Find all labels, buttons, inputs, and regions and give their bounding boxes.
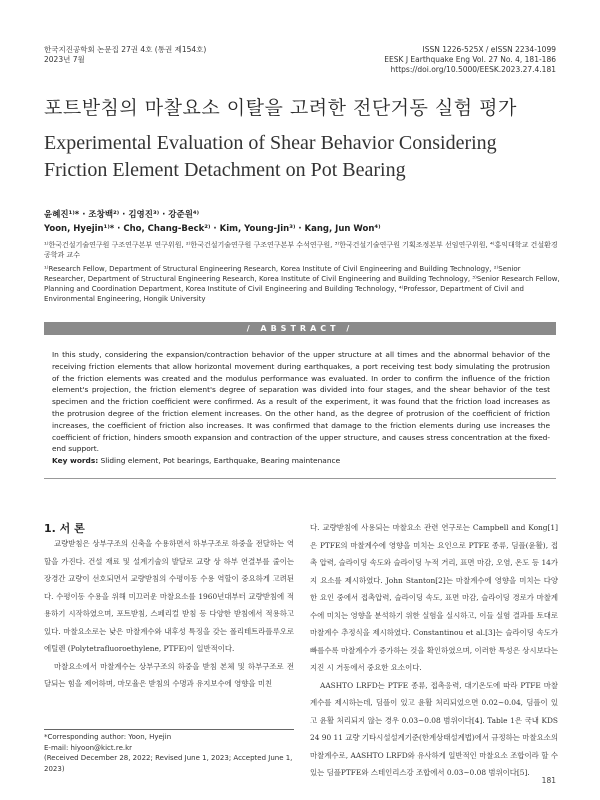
affiliations-english: ¹⁾Research Fellow, Department of Structural Engineering Research, Korea Institute of Civil Engineering and Building Technology, ²⁾Senior Researcher, Department of Structural Engineering Research, Korea Institute of Civil Engineering and Building Technology, ³⁾Senior Research Fellow, Planning and Coordination Department, Korea Institute of Civil Engineering and Building Technology, ⁴⁾Professor, Department of Civil and Environmental Engineering, Hongik University	[44, 265, 560, 303]
issn: ISSN 1226-525X / eISSN 2234-1099	[422, 45, 556, 54]
keywords	[52, 456, 550, 465]
doi-link[interactable]: https://doi.org/10.5000/EESK.2023.27.4.181	[390, 65, 556, 74]
affiliations-korean: ¹⁾한국건설기술연구원 구조연구본부 연구위원, ²⁾한국건설기술연구원 구조연구본부 수석연구원, ³⁾한국건설기술연구원 기획조정본부 선임연구위원, ⁴⁾홍익대학교 건설환경공학과 교수	[44, 241, 558, 259]
page-number: 181	[541, 776, 556, 785]
title-korean: 포트받침의 마찰요소 이탈을 고려한 전단거동 실험 평가	[44, 97, 517, 119]
authors-korean: 윤혜진¹⁾* · 조창백²⁾ · 김영진³⁾ · 강준원⁴⁾	[44, 210, 200, 220]
paragraph: AASHTO LRFD는 PTFE 종류, 접촉응력, 대기온도에 따라 PTFE 마찰계수를 제시하는데, 딤플이 있고 윤활 처리되었으면 0.02~0.04, 딤플이 있고 윤활 처리되지 않는 경우 0.03~0.08 범위이다[4]. Table 1은 국내 KDS 24 90 11 교량 기타시설설계기준(한계상태설계법)에서 규정하는 마찰요소의 마찰계수로, AASHTO LRFD와 유사하게 일반적인 마찰요소 조합이라 할 수 있는 딤플PTFE와 스테인리스강 조합에서 0.03~0.08 범위이다[5].	[310, 680, 558, 777]
title-english: Experimental Evaluation of Shear Behavior Considering Friction Element Detachment on Pot Bearing	[44, 132, 497, 181]
paragraph: 교량받침은 상부구조의 신축을 수용하면서 하부구조로 하중을 전달하는 역할을 가진다. 건설 재료 및 설계기술의 발달로 교량 상 하부 연결부를 줄이는 장경간 교량이 선호되면서 교량받침의 수평이동 수용 역할이 중요하게 고려된다. 수평이동 수용을 위해 미끄러운 마찰요소를 1960년대부터 교량받침에 적용하기 시작하였으며, 포트받침, 스페리컬 받침 등 다양한 받침에서 적용하고 있다. 마찰요소로는 낮은 마찰계수와 내후성 특징을 갖는 폴리테트라플루오로에틸렌 (Polytetrafluoroethylene, PTFE)이 일반적이다.	[44, 539, 294, 653]
journal-name-en: EESK J Earthquake Eng Vol. 27 No. 4, 181-186	[384, 55, 556, 64]
footnote	[44, 732, 294, 774]
body-column-left	[44, 535, 294, 693]
authors-english: Yoon, Hyejin¹⁾* · Cho, Chang-Beck²⁾ · Kim, Young-Jin³⁾ · Kang, Jun Won⁴⁾	[44, 224, 381, 234]
abstract-heading: / ABSTRACT /	[44, 322, 556, 335]
paragraph: 마찰요소에서 마찰계수는 상부구조의 하중을 받침 본체 및 하부구조로 전달되는 힘을 제어하며, 마모율은 받침의 수명과 유지보수에 영향을 미친	[44, 661, 294, 688]
journal-date-kr: 2023년 7월	[44, 55, 85, 64]
footnote-divider	[44, 729, 294, 730]
journal-header-left	[44, 45, 206, 65]
abstract-text: In this study, considering the expansion/contraction behavior of the upper structure at all times and the abnormal behavior of the receiving friction elements that allow horizontal movement during earthquakes, a port receiving test body simulating the protrusion of the friction elements was created and the modulus performance was evaluated. In order to confirm the influence of the friction element's projection, the friction element's degree of separation was divided into four stages, and the shear behavior of the test specimen and the friction coefficient were confirmed. As a result of the experiment, it was found that the friction load increases as the protrusion degree of the friction element increases. On the other hand, as the degree of protrusion of the coefficient of friction increases, the coefficient of friction also increases. It was confirmed that damage to the friction elements during use increases the coefficient of friction, hinders smooth expansion and contraction of the upper structure, and causes stress concentration at the fixed-end support.	[52, 350, 550, 454]
corresponding-author: *Corresponding author: Yoon, Hyejin	[44, 733, 172, 741]
section-heading-introduction: 1. 서 론	[44, 522, 85, 535]
keywords-list: Sliding element, Pot bearings, Earthquake, Bearing maintenance	[100, 456, 341, 465]
journal-header-right	[384, 45, 556, 75]
keywords-label: Key words:	[52, 456, 99, 465]
body-column-right	[310, 519, 558, 782]
paragraph: 다. 교량받침에 사용되는 마찰요소 관련 연구로는 Campbell and Kong[1]은 PTFE의 마찰계수에 영향을 미치는 요인으로 PTFE 종류, 딤플(윤활), 접촉 압력, 슬라이딩 속도와 슬라이딩 누적 거리, 표면 마감, 오염, 온도 등 14가지 요소를 제시하였다. John Stanton[2]는 마찰계수에 영향을 미치는 다양한 요인 중에서 접촉압력, 슬라이딩 속도, 표면 마감, 슬라이딩 경로가 마찰계수에 미치는 영향을 분석하기 위한 실험을 실시하고, 이들 실험 결과를 토대로 마찰계수 추정식을 제시하였다. Constantinou et al.[3]는 슬라이딩 속도가 빠를수록 마찰계수가 증가하는 것을 확인하였으며, 이러한 특성은 상시보다는 지진 시 거동에서 중요한 요소이다.	[310, 523, 558, 672]
author-email[interactable]: E-mail: hiyoon@kict.re.kr	[44, 743, 133, 752]
received-dates: (Received December 28, 2022; Revised June 1, 2023; Accepted June 1, 2023)	[44, 754, 293, 773]
journal-name-kr: 한국지진공학회 논문집 27권 4호 (통권 제154호)	[44, 45, 207, 54]
abstract-divider	[44, 478, 556, 479]
